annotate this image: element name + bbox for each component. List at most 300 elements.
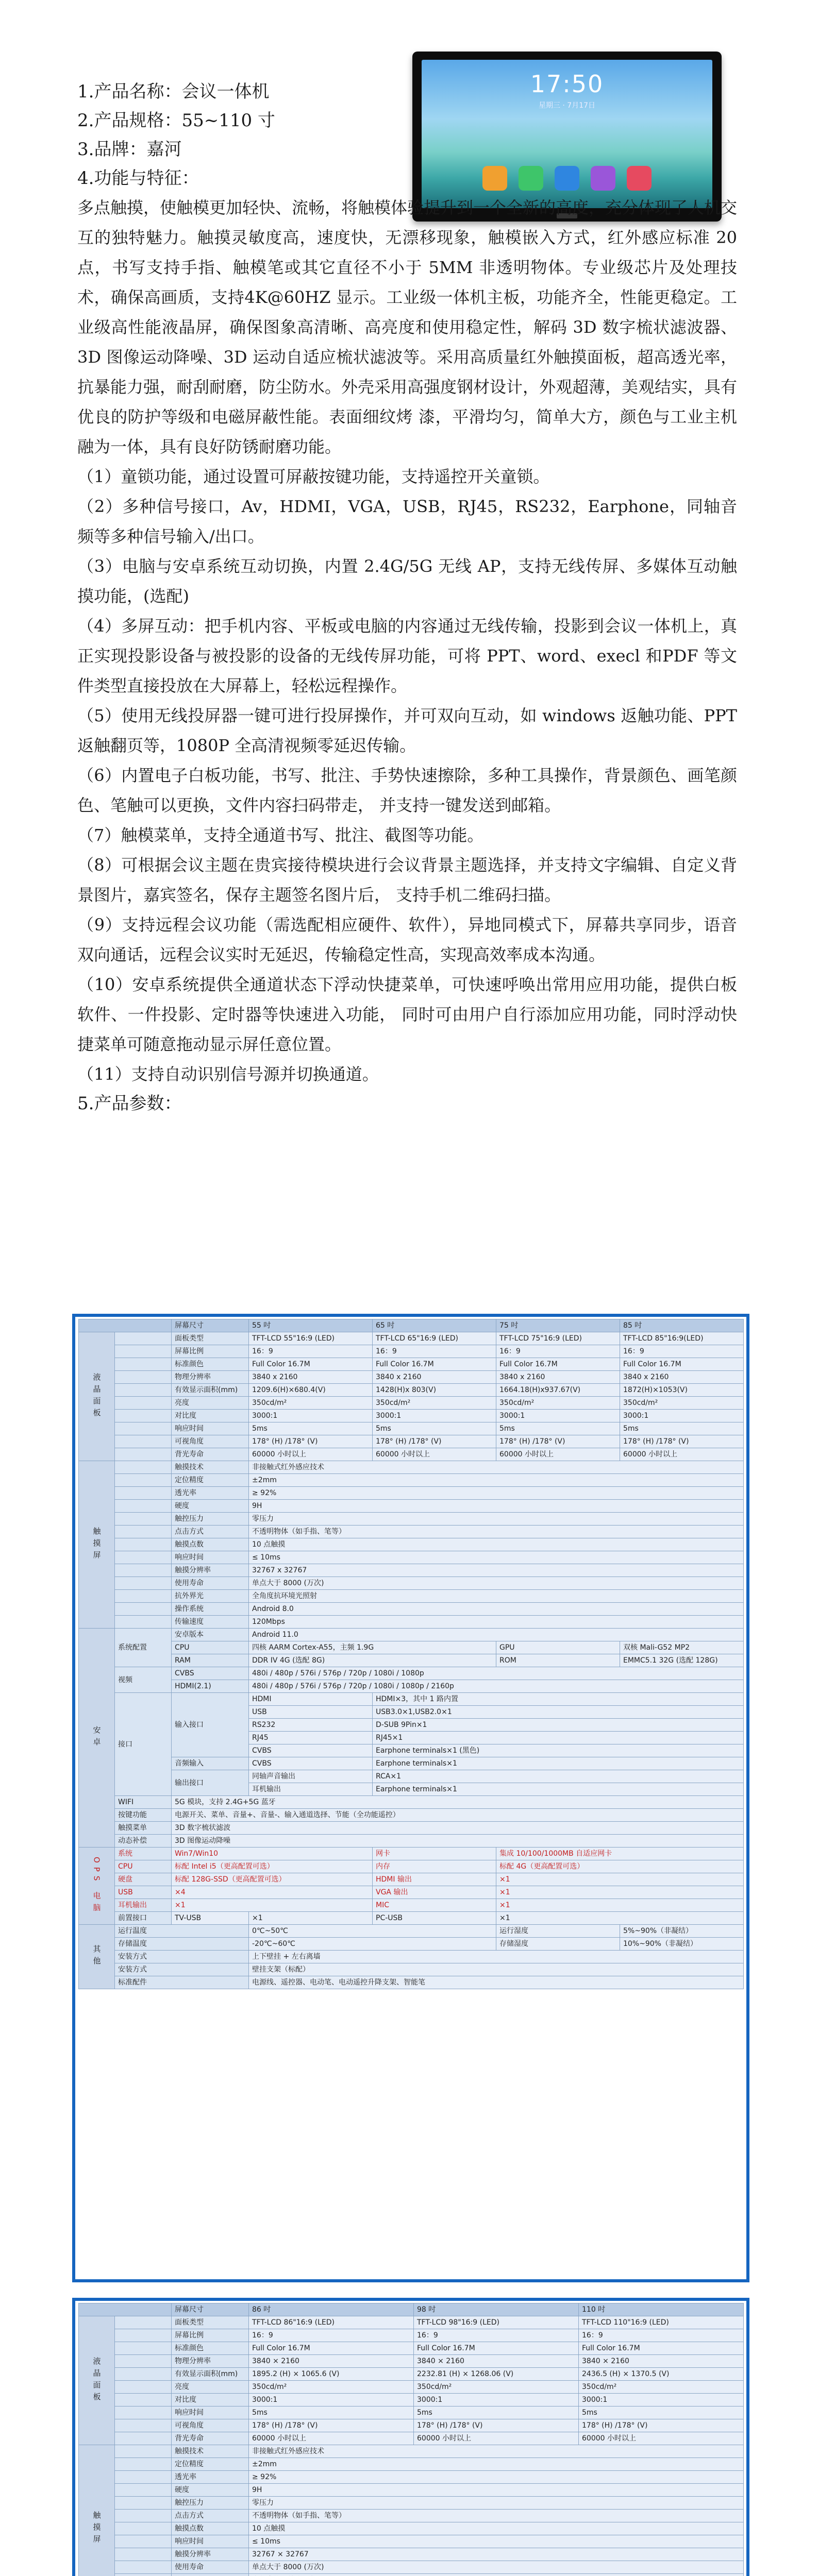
spec-row xyxy=(79,2355,744,2368)
spec-row xyxy=(79,1835,744,1848)
spec-row xyxy=(79,2368,744,2381)
param-value: 非接触式红外感应技术 xyxy=(249,2445,744,2458)
param-value: ×1 xyxy=(496,1899,744,1912)
param-label: 系统 xyxy=(115,1848,172,1860)
param-label: 标准配件 xyxy=(115,1976,249,1989)
spec-cell xyxy=(115,1513,172,1526)
param-value: 32767 × 32767 xyxy=(249,2548,744,2561)
spec-table-1 xyxy=(78,1319,744,1989)
spec-row xyxy=(79,1538,744,1551)
feature-item: （7）触模菜单，支持全通道书写、批注、截图等功能。 xyxy=(77,825,484,845)
param-value: 350cd/m² xyxy=(249,1397,373,1410)
feature-item: （5）使用无线投屏器一键可进行投屏操作，并可双向互动，如 windows 返触功能、PPT 返触翻页等，1080P 全高清视频零延迟传输。 xyxy=(77,706,737,755)
param-label: RAM xyxy=(172,1654,249,1667)
header-size: 98 吋 xyxy=(414,2303,579,2316)
param-value: 10 点触摸 xyxy=(249,1538,744,1551)
param-value: 178° (H) /178° (V) xyxy=(373,1435,496,1448)
param-value: Android 8.0 xyxy=(249,1603,744,1616)
param-label: 响应时间 xyxy=(172,2535,249,2548)
param-label: CVBS xyxy=(249,1744,373,1757)
param-label: 触摸技术 xyxy=(172,2445,249,2458)
param-label: 标准颜色 xyxy=(172,2342,249,2355)
feature-item: （3）电脑与安卓系统互动切换，内置 2.4G/5G 无线 AP，支持无线传屏、多媒体互动触摸功能，(选配) xyxy=(77,556,737,606)
spec-row xyxy=(79,1963,744,1976)
spec-cell xyxy=(115,2471,172,2484)
param-label: 按键功能 xyxy=(115,1809,172,1822)
feature-item: （1）童锁功能，通过设置可屏蔽按键功能，支持遥控开关童锁。 xyxy=(77,467,550,486)
param-label: 网卡 xyxy=(373,1848,496,1860)
param-value: 零压力 xyxy=(249,1513,744,1526)
spec-row xyxy=(79,2419,744,2432)
spec-row xyxy=(79,1899,744,1912)
param-value: 178° (H) /178° (V) xyxy=(249,2419,414,2432)
spec-cell xyxy=(115,1616,172,1629)
spec-row xyxy=(79,1551,744,1564)
param-value: 3840 × 2160 xyxy=(249,2355,414,2368)
spec-cell xyxy=(115,1564,172,1577)
param-value: 0℃~50℃ xyxy=(249,1925,496,1938)
param-value: TFT-LCD 98"16:9 (LED) xyxy=(414,2316,579,2329)
param-value: 3000:1 xyxy=(414,2394,579,2406)
param-value: Earphone terminals×1 (黑色) xyxy=(373,1744,744,1757)
param-label: 存储温度 xyxy=(115,1938,249,1951)
param-label: ROM xyxy=(496,1654,620,1667)
param-value: 350cd/m² xyxy=(249,2381,414,2394)
intro-section xyxy=(77,77,737,1118)
param-value: 350cd/m² xyxy=(496,1397,620,1410)
param-value: TFT-LCD 55"16:9 (LED) xyxy=(249,1332,373,1345)
param-label: 运行温度 xyxy=(115,1925,249,1938)
param-value: 16：9 xyxy=(414,2329,579,2342)
spec-row xyxy=(79,1397,744,1410)
spec-cell xyxy=(115,1538,172,1551)
param-value: 1664.18(H)x937.67(V) xyxy=(496,1384,620,1397)
spec-cell xyxy=(115,1590,172,1603)
param-value: Full Color 16.7M xyxy=(579,2342,744,2355)
param-value: 16：9 xyxy=(496,1345,620,1358)
param-value: 四核 AARM Cortex-A55，主频 1.9G xyxy=(249,1641,496,1654)
spec-row xyxy=(79,1822,744,1835)
param-label: 触摸分辨率 xyxy=(172,1564,249,1577)
header-size: 85 吋 xyxy=(620,1319,744,1332)
param-value: ×1 xyxy=(496,1873,744,1886)
param-value: 60000 小时以上 xyxy=(496,1448,620,1461)
param-value: 标配 4G（更高配置可选） xyxy=(496,1860,744,1873)
features-heading: 4.功能与特征： xyxy=(77,168,199,189)
spec-row xyxy=(79,1938,744,1951)
param-value: ×1 xyxy=(496,1886,744,1899)
param-label: 响应时间 xyxy=(172,1551,249,1564)
param-value: ×1 xyxy=(249,1912,373,1925)
param-label: 亮度 xyxy=(172,2381,249,2394)
param-value: 零压力 xyxy=(249,2497,744,2510)
param-value: 178° (H) /178° (V) xyxy=(496,1435,620,1448)
spec-cell xyxy=(115,1500,172,1513)
spec-cell xyxy=(115,2316,172,2329)
param-value: 电源线、遥控器、电动笔、电动遥控升降支架、智能笔 xyxy=(249,1976,744,1989)
spec-row xyxy=(79,2316,744,2329)
spec-row xyxy=(79,2432,744,2445)
param-value: 120Mbps xyxy=(249,1616,744,1629)
spec-row xyxy=(79,1680,744,1693)
param-label: RS232 xyxy=(249,1719,373,1732)
spec-row xyxy=(79,2381,744,2394)
param-label: CVBS xyxy=(172,1667,249,1680)
spec-heading: 5.产品参数： xyxy=(77,1093,182,1114)
spec-row xyxy=(79,2394,744,2406)
param-label: 定位精度 xyxy=(172,1474,249,1487)
spec-cell xyxy=(115,1410,172,1422)
feature-list xyxy=(77,462,737,1089)
param-label: 亮度 xyxy=(172,1397,249,1410)
param-value: 16：9 xyxy=(579,2329,744,2342)
feature-item: （2）多种信号接口，Av，HDMI，VGA，USB，RJ45，RS232，Earphone，同轴音频等多种信号输入/出口。 xyxy=(77,497,737,546)
spec-cell xyxy=(115,2355,172,2368)
param-value: 3000:1 xyxy=(496,1410,620,1422)
spec-cell xyxy=(115,2394,172,2406)
param-label: HDMI xyxy=(249,1693,373,1706)
param-value: 3840 × 2160 xyxy=(414,2355,579,2368)
param-value: 3D 数字梳状滤波 xyxy=(172,1822,744,1835)
spec-cell xyxy=(115,1422,172,1435)
param-value: TFT-LCD 85"16:9(LED) xyxy=(620,1332,744,1345)
param-label: 对比度 xyxy=(172,2394,249,2406)
param-label: 安卓版本 xyxy=(172,1629,249,1641)
header-label: 屏幕尺寸 xyxy=(172,1319,249,1332)
param-label: 透光率 xyxy=(172,2471,249,2484)
spec-cell xyxy=(115,1603,172,1616)
param-label: 背光寿命 xyxy=(172,1448,249,1461)
param-value: Full Color 16.7M xyxy=(373,1358,496,1371)
param-value: EMMC5.1 32G (选配 128G) xyxy=(620,1654,744,1667)
spec-row xyxy=(79,2484,744,2497)
group-label: 接口 xyxy=(115,1693,172,1796)
param-value: 3000:1 xyxy=(620,1410,744,1422)
feature-item: （8）可根据会议主题在贵宾接待模块进行会议背景主题选择，并支持文字编辑、自定义背景图片，嘉宾签名，保存主题签名图片后， 支持手机二维码扫描。 xyxy=(77,855,737,905)
param-value: 全角度抗环境光照射 xyxy=(249,1590,744,1603)
param-value: 1209.6(H)×680.4(V) xyxy=(249,1384,373,1397)
param-value: 3000:1 xyxy=(579,2394,744,2406)
spec-cell xyxy=(115,2381,172,2394)
spec-cell xyxy=(115,1397,172,1410)
param-label: 传输速度 xyxy=(172,1616,249,1629)
spec-cell xyxy=(115,2522,172,2535)
param-label: 运行湿度 xyxy=(496,1925,620,1938)
param-value: 上下壁挂 + 左右离墙 xyxy=(249,1951,744,1963)
param-value: 非接触式红外感应技术 xyxy=(249,1461,744,1474)
param-value: 电源开关、菜单、音量+、音量-、输入通道选择、节能（全功能遥控） xyxy=(172,1809,744,1822)
param-label: VGA 输出 xyxy=(373,1886,496,1899)
feature-item: （9）支持远程会议功能（需选配相应硬件、软件），异地同模式下，屏幕共享同步，语音双向通话，远程会议实时无延迟，传输稳定性高，实现高效率成本沟通。 xyxy=(77,915,737,964)
param-value: 16：9 xyxy=(620,1345,744,1358)
param-label: 对比度 xyxy=(172,1410,249,1422)
group-label: 系统配置 xyxy=(115,1629,172,1667)
param-value: 5G 模块，支持 2.4G+5G 蓝牙 xyxy=(172,1796,744,1809)
param-label: CPU xyxy=(172,1641,249,1654)
param-label: 操作系统 xyxy=(172,1603,249,1616)
param-label: 使用寿命 xyxy=(172,2561,249,2574)
product-brand: 3.品牌：嘉河 xyxy=(77,139,182,160)
param-value: 3840 x 2160 xyxy=(496,1371,620,1384)
spec-cell xyxy=(115,2548,172,2561)
spec-cell xyxy=(115,2406,172,2419)
param-label: RJ45 xyxy=(249,1732,373,1744)
param-label: 透光率 xyxy=(172,1487,249,1500)
param-value: 350cd/m² xyxy=(579,2381,744,2394)
param-value: 60000 小时以上 xyxy=(249,2432,414,2445)
param-value: 5ms xyxy=(579,2406,744,2419)
spec-row xyxy=(79,1770,744,1783)
spec-cell xyxy=(115,1435,172,1448)
param-value: 10%~90%（非凝结） xyxy=(620,1938,744,1951)
param-label: 安装方式 xyxy=(115,1951,249,1963)
spec-row xyxy=(79,2342,744,2355)
subgroup-label: 音频输入 xyxy=(172,1757,249,1770)
param-value: 60000 小时以上 xyxy=(620,1448,744,1461)
param-value: Win7/Win10 xyxy=(172,1848,373,1860)
spec-row xyxy=(79,1358,744,1371)
spec-cell xyxy=(115,1371,172,1384)
header-size: 86 吋 xyxy=(249,2303,414,2316)
spec-row xyxy=(79,1873,744,1886)
param-value: ≥ 92% xyxy=(249,2471,744,2484)
spec-cell xyxy=(115,1358,172,1371)
param-value: 32767 x 32767 xyxy=(249,1564,744,1577)
param-value: TFT-LCD 65"16:9 (LED) xyxy=(373,1332,496,1345)
param-value: 不透明物体（如手指、笔等） xyxy=(249,2510,744,2522)
spec-row xyxy=(79,2548,744,2561)
category-lcd: 液晶面板 xyxy=(79,2316,115,2445)
spec-row xyxy=(79,2406,744,2419)
param-value: 178° (H) /178° (V) xyxy=(620,1435,744,1448)
param-label: 定位精度 xyxy=(172,2458,249,2471)
header-size: 55 吋 xyxy=(249,1319,373,1332)
spec-row xyxy=(79,1848,744,1860)
param-value: 60000 小时以上 xyxy=(249,1448,373,1461)
param-value: Full Color 16.7M xyxy=(249,1358,373,1371)
param-value: Full Color 16.7M xyxy=(249,2342,414,2355)
category-ops: OPS 电脑 xyxy=(79,1848,115,1925)
spec-row xyxy=(79,2471,744,2484)
spec-row xyxy=(79,1448,744,1461)
param-value: 单点大于 8000 (万次) xyxy=(249,1577,744,1590)
param-value: 178° (H) /178° (V) xyxy=(579,2419,744,2432)
param-value: 3840 x 2160 xyxy=(620,1371,744,1384)
spec-cell xyxy=(115,2497,172,2510)
param-label: USB xyxy=(115,1886,172,1899)
param-value: HDMI×3，其中 1 路内置 xyxy=(373,1693,744,1706)
spec-cell xyxy=(79,2303,172,2316)
param-value: 5ms xyxy=(249,2406,414,2419)
param-value: 480i / 480p / 576i / 576p / 720p / 1080i / 1080p / 2160p xyxy=(249,1680,744,1693)
param-value: 9H xyxy=(249,2484,744,2497)
param-label: 耳机输出 xyxy=(115,1899,172,1912)
spec-cell xyxy=(115,2484,172,2497)
param-value: 3840 x 2160 xyxy=(373,1371,496,1384)
param-value: RJ45×1 xyxy=(373,1732,744,1744)
param-value: 单点大于 8000 (万次) xyxy=(249,2561,744,2574)
header-size: 110 吋 xyxy=(579,2303,744,2316)
spec-cell xyxy=(115,2445,172,2458)
spec-cell xyxy=(115,1487,172,1500)
param-value: 2232.81 (H) × 1268.06 (V) xyxy=(414,2368,579,2381)
param-value: D-SUB 9Pin×1 xyxy=(373,1719,744,1732)
spec-cell xyxy=(115,1551,172,1564)
spec-row xyxy=(79,2303,744,2316)
param-value: 双核 Mali-G52 MP2 xyxy=(620,1641,744,1654)
param-value: Earphone terminals×1 xyxy=(373,1757,744,1770)
group-label: 视频 xyxy=(115,1667,172,1693)
screen-clock: 17:50 xyxy=(530,70,604,98)
param-value: 16：9 xyxy=(249,1345,373,1358)
param-value: 3000:1 xyxy=(373,1410,496,1422)
spec-cell xyxy=(115,2329,172,2342)
spec-row xyxy=(79,1925,744,1938)
param-label: 触摸点数 xyxy=(172,1538,249,1551)
param-value: 178° (H) /178° (V) xyxy=(249,1435,373,1448)
spec-cell xyxy=(115,2432,172,2445)
param-value xyxy=(249,2574,744,2576)
spec-cell xyxy=(115,1461,172,1474)
param-value: Full Color 16.7M xyxy=(496,1358,620,1371)
param-value: 10 点触摸 xyxy=(249,2522,744,2535)
param-label: PC-USB xyxy=(373,1912,496,1925)
param-label: 使用寿命 xyxy=(172,1577,249,1590)
param-label: 触摸技术 xyxy=(172,1461,249,1474)
param-label: 有效显示面积(mm) xyxy=(172,1384,249,1397)
spec-row xyxy=(79,1513,744,1526)
spec-row xyxy=(79,1912,744,1925)
spec-row xyxy=(79,1603,744,1616)
screen-date: 星期三 · 7月17日 xyxy=(538,101,596,110)
spec-row xyxy=(79,1461,744,1474)
param-value: Earphone terminals×1 xyxy=(373,1783,744,1796)
param-label: 触控压力 xyxy=(172,1513,249,1526)
spec-row xyxy=(79,1332,744,1345)
feature-item: （11）支持自动识别信号源并切换通道。 xyxy=(77,1064,379,1084)
param-value: ±2mm xyxy=(249,1474,744,1487)
spec-row xyxy=(79,2510,744,2522)
category-other: 其他 xyxy=(79,1925,115,1989)
spec-row xyxy=(79,1487,744,1500)
features-description: 多点触摸，使触模更加轻快、流畅，将触模体验提升到一个全新的高度，充分体现了人机交互的独特魅力。触摸灵敏度高，速度快，无漂移现象，触模嵌入方式，红外感应标准 20 点，书写支持手指、触模笔或其它直径不小于 5MM 非透明物体。专业级芯片及处理技术，确保高画质，支持4K@60HZ 显示。工业级一体机主板，功能齐全，性能更稳定。工业级高性能液晶屏，确保图象高清晰、高亮度和使用稳定性，解码 3D 数字梳状滤波器、3D 图像运动降噪、3D 运动自适应梳状滤波等。采用高质量红外触摸面板，超高透光率，抗暴能力强，耐刮耐磨，防尘防水。外壳采用高强度钢材设计，外观超薄，美观结实，具有优良的防护等级和电磁屏蔽性能。表面细纹烤 漆，平滑均匀，简单大方，颜色与工业主机融为一体，具有良好防锈耐磨功能。 xyxy=(77,198,738,456)
spec-row xyxy=(79,1422,744,1435)
param-value: ≥ 92% xyxy=(249,1487,744,1500)
param-label: 存储湿度 xyxy=(496,1938,620,1951)
header-size: 75 吋 xyxy=(496,1319,620,1332)
param-value: 350cd/m² xyxy=(373,1397,496,1410)
spec-row xyxy=(79,1667,744,1680)
param-label: TV-USB xyxy=(172,1912,249,1925)
param-value: 178° (H) /178° (V) xyxy=(414,2419,579,2432)
category-android: 安卓 xyxy=(79,1629,115,1848)
param-value: 60000 小时以上 xyxy=(414,2432,579,2445)
spec-row xyxy=(79,1319,744,1332)
spec-row xyxy=(79,1860,744,1873)
param-label xyxy=(172,2574,249,2576)
param-value: 1895.2 (H) × 1065.6 (V) xyxy=(249,2368,414,2381)
spec-row xyxy=(79,1809,744,1822)
param-value: -20℃~60℃ xyxy=(249,1938,496,1951)
category-touch: 触摸屏 xyxy=(79,1461,115,1629)
spec-row xyxy=(79,2458,744,2471)
param-value: ×1 xyxy=(496,1912,744,1925)
spec-cell xyxy=(115,1448,172,1461)
spec-cell xyxy=(115,2458,172,2471)
param-label: CVBS xyxy=(249,1757,373,1770)
spec-row xyxy=(79,1435,744,1448)
param-value: ≤ 10ms xyxy=(249,1551,744,1564)
spec-cell xyxy=(79,1319,172,1332)
spec-cell xyxy=(115,1577,172,1590)
param-value: 集成 10/100/1000MB 自适应网卡 xyxy=(496,1848,744,1860)
spec-table-2 xyxy=(78,2303,744,2576)
param-value: Android 11.0 xyxy=(249,1629,744,1641)
spec-cell xyxy=(115,2419,172,2432)
param-value: Full Color 16.7M xyxy=(620,1358,744,1371)
param-label: 安装方式 xyxy=(115,1963,249,1976)
param-label: 屏幕比例 xyxy=(172,1345,249,1358)
spec-row xyxy=(79,1590,744,1603)
param-value: 不透明物体（如手指、笔等） xyxy=(249,1526,744,1538)
param-label: 内存 xyxy=(373,1860,496,1873)
param-label: 点击方式 xyxy=(172,1526,249,1538)
param-value: ×4 xyxy=(172,1886,373,1899)
spec-row xyxy=(79,1796,744,1809)
param-label: CPU xyxy=(115,1860,172,1873)
feature-item: （10）安卓系统提供全通道状态下浮动快捷菜单，可快速呼唤出常用应用功能，提供白板软件、一件投影、定时器等快速进入功能， 同时可由用户自行添加应用功能，同时浮动快捷菜单可随意拖动显示屏任意位置。 xyxy=(77,975,737,1054)
param-value: 480i / 480p / 576i / 576p / 720p / 1080i / 1080p xyxy=(249,1667,744,1680)
feature-item: （4）多屏互动：把手机内容、平板或电脑的内容通过无线传输，投影到会议一体机上，真正实现投影设备与被投影的设备的无线传屏功能，可将 PPT、word、execl 和PDF 等文件类型直接投放在大屏幕上，轻松远程操作。 xyxy=(77,616,737,696)
param-label: 可视角度 xyxy=(172,1435,249,1448)
param-label: HDMI(2.1) xyxy=(172,1680,249,1693)
param-value: 3000:1 xyxy=(249,2394,414,2406)
param-value: 9H xyxy=(249,1500,744,1513)
param-value: TFT-LCD 86"16:9 (LED) xyxy=(249,2316,414,2329)
param-label: GPU xyxy=(496,1641,620,1654)
param-label: 触摸点数 xyxy=(172,2522,249,2535)
spec-cell xyxy=(115,1384,172,1397)
spec-row xyxy=(79,2535,744,2548)
category-touch: 触摸屏 xyxy=(79,2445,115,2576)
spec-row xyxy=(79,1526,744,1538)
param-label: MIC xyxy=(373,1899,496,1912)
param-value: 3840 x 2160 xyxy=(249,1371,373,1384)
header-size: 65 吋 xyxy=(373,1319,496,1332)
param-label: 抗外界光 xyxy=(172,1590,249,1603)
param-label: HDMI 输出 xyxy=(373,1873,496,1886)
param-label: 触摸菜单 xyxy=(115,1822,172,1835)
product-name: 1.产品名称：会议一体机 xyxy=(77,81,270,102)
param-label: 背光寿命 xyxy=(172,2432,249,2445)
param-label: USB xyxy=(249,1706,373,1719)
param-label: WIFI xyxy=(115,1796,172,1809)
param-label: 硬盘 xyxy=(115,1873,172,1886)
spec-cell xyxy=(115,1345,172,1358)
param-label: 触控压力 xyxy=(172,2497,249,2510)
spec-row xyxy=(79,2522,744,2535)
param-value: 3840 × 2160 xyxy=(579,2355,744,2368)
category-lcd: 液晶面板 xyxy=(79,1332,115,1461)
param-label: 前置接口 xyxy=(115,1912,172,1925)
param-label: 响应时间 xyxy=(172,1422,249,1435)
spec-row xyxy=(79,1976,744,1989)
param-label: 同轴声音输出 xyxy=(249,1770,373,1783)
param-value: 16：9 xyxy=(249,2329,414,2342)
spec-row xyxy=(79,1500,744,1513)
param-label: 有效显示面积(mm) xyxy=(172,2368,249,2381)
param-value: ±2mm xyxy=(249,2458,744,2471)
